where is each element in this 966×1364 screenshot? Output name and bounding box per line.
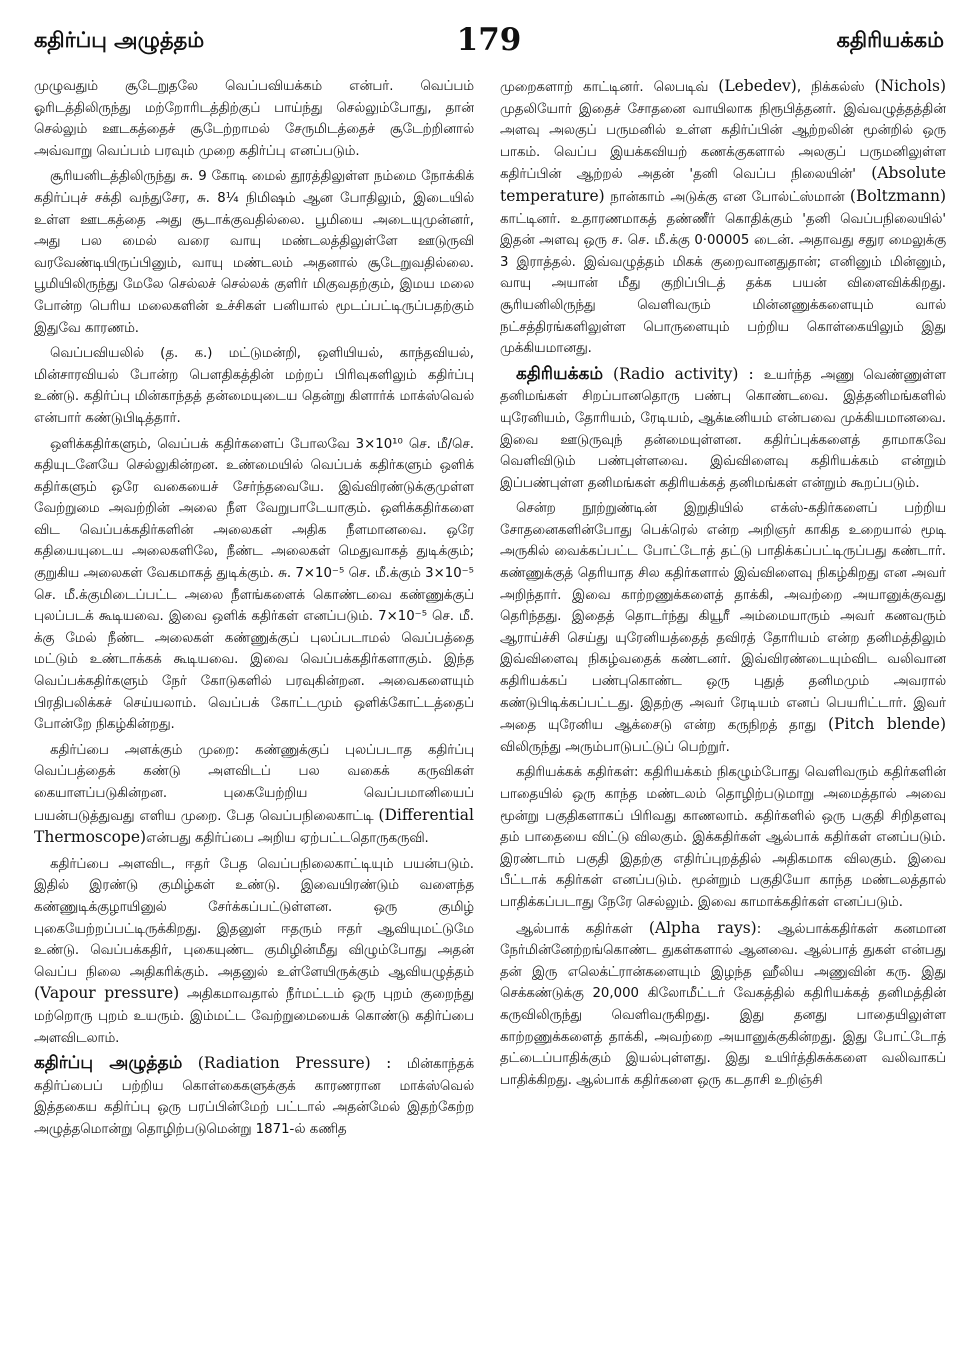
text-run: சென்ற நூற்றுண்டின் இறுதியில் எக்ஸ்-கதிர்களைப் பற்றிய சோதனைகளின்போது பெக்ரெல் என்ற அறிஞர் காகித உறையால் மூடி அருகில் வைக்கப்பட்ட போட்டோத் தட்டு பாதிக்கப்பட்டிருப்பது கண்டார். கண்ணுக்குத் தெரியாத சில கதிர்களால் இவ்விளைவு நிகழ்கிறது என அவர் அறிந்தார். இவை காற்றணுக்களைத் தாக்கி, அவற்றை அயானுக்குவது தெரிந்தது. இதைத் தொடர்ந்து கியூரீ அம்மையாரும் அவர் கணவரும் ஆராய்ச்சி செய்து யுரேனியத்தைத் தவிரத் தோரியம் என்ற தனிமத்திலும் இவ்விளைவு நிகழ்வதைக் கண்டனர். இவ்விரண்டையும்விட வலிவான கதிரியக்கப் பண்புகொண்ட ஒரு புதுத் தனிமமும் அவரால் கண்டுபிடிக்கப்பட்டது. இதற்கு அவர் ரேடியம் எனப் பெயரிட்டார். இவர் அதை யுரேனிய ஆக்சைடு என்ற கருநிறத் தாது — [500, 501, 946, 734]
paragraph — [500, 498, 946, 758]
text-run: நான்காம் அடுக்கு என போல்ட்ஸ்மான் — [604, 189, 850, 205]
page-number: 179 — [456, 22, 522, 58]
paragraph — [500, 918, 946, 1092]
latin-term: (Differential Thermoscope) — [34, 805, 474, 847]
text-run: விலிருந்து அரும்பாடுபட்டுப் பெற்றுர். — [500, 739, 730, 755]
running-head-left: கதிர்ப்பு அழுத்தம் — [34, 28, 205, 52]
text-run: மின்காந்தக் கதிர்ப்பைப் பற்றிய கொள்கைகளுக்குக் காரணரான மாக்ஸ்வெல் இத்தகைய கதிர்ப்பு ஒரு பரப்பின்மேற் பட்டால் அதன்மேல் இதற்கேற்ற அழுத்தமொன்று தொழிற்படுமென்று 1871-ல் கணித — [34, 1057, 474, 1137]
text-run: கதிர்ப்பை அளக்கும் முறை: கண்ணுக்குப் புலப்படாத கதிர்ப்பு வெப்பத்தைக் கண்டு அளவிடப் பல வகைக் கருவிகள் கையாளப்படுகின்றன. புகையேற்றிய வெப்பமானியைப் பயன்படுத்துவது எளிய முறை. பேத வெப்பநிலைகாட்டி — [34, 742, 474, 824]
right-column — [500, 76, 946, 1350]
text-run: கதிர்ப்பை அளவிட, ஈதர் பேத வெப்பநிலைகாட்டியும் பயன்படும். இதில் இரண்டு குமிழ்கள் உண்டு. இவையிரண்டும் வளைந்த கண்ணுடிக்குழாயினுல் சேர்க்கப்பட்டுள்ளன. ஒரு குமிழ் புகையேற்றப்பட்டிருக்கிறது. இதனுள் ஈதரும் ஈதர் ஆவியுமட்டுமே உண்டு. வெப்பக்கதிர், புகையுண்ட குமிழின்மீது விழும்போது அதன் வெப்ப நிலை அதிகரிக்கும். அதனுல் உள்ளேயிருக்கும் ஆவியழுத்தம் — [34, 856, 474, 980]
paragraph: சூரியனிடத்திலிருந்து சு. 9 கோடி மைல் தூரத்திலுள்ள நம்மை நோக்கிக் கதிர்ப்புச் சக்தி வந்துசேர, சு. 8¼ நிமிஷம் ஆன போதிலும், இடையில் உள்ள ஊடகத்தை அது சூடாக்குவதில்லை. பூமியை அடையுமுன்னர், அது பல மைல் வரை வாயு மண்டலத்திலுள்ளே ஊடுருவி வரவேண்டியிருப்பினும், வாயு மண்டலம் அதனால் சூடேறுவதில்லை. பூமியிலிருந்து மேலே செல்லச் செல்லக் குளிர் மிகுவதற்கும், இமய மலை போன்ற பெரிய மலைகளின் உச்சிகள் பனியால் மூடப்பட்டிருப்பதற்கும் இதுவே காரணம். — [34, 169, 474, 336]
paragraph: வெப்பவியலில் (த. க.) மட்டுமன்றி, ஒளியியல், காந்தவியல், மின்சாரவியல் போன்ற பௌதிகத்தின் மற்றப் பிரிவுகளிலும் கதிர்ப்பு உண்டு. கதிர்ப்பு மின்காந்தத் தன்மையுடைய தென்று கிளார்க் மாக்ஸ்வெல் என்பார் கண்டுபிடித்தார். — [34, 346, 474, 426]
paragraph — [34, 740, 474, 850]
paragraph — [500, 76, 946, 360]
entry-heading: கதிர்ப்பு அழுத்தம் — [34, 1053, 183, 1074]
text-run: : ஆல்பாக்கதிர்கள் கனமான நேர்மின்னேற்றங்கொண்ட துகள்களால் ஆனவை. ஆல்பாத் துகள் என்பது தன் இரு எலெக்ட்ரான்களையும் இழந்த ஹீலிய அணுவின் கரு. இது செக்கண்டுக்கு 20,000 கிலோமீட்டர் வேகத்தில் கதிரியக்கத் தனிமத்தின் கருவிலிருந்து வெளிவருகிறது. இது தனது பாதையிலுள்ள காற்றணுக்களைத் தாக்கி, அவற்றை அயானுக்குகின்றது. இது போட்டோத் தட்டைப்பாதிக்கும் இயல்புள்ளது. இது உயிர்த்திசுக்களை வலிவாகப் பாதிக்கிறது. ஆல்பாக் கதிர்களை ஒரு கடதாசி உறிஞ்சி — [500, 921, 946, 1088]
latin-term: (Vapour pressure) — [34, 984, 180, 1003]
text-run: உயர்ந்த அணு வெண்ணுள்ள தனிமங்கள் சிறப்பானதொரு பண்பு கொண்டவை. இத்தனிமங்களில் யுரேனியம், தோரியம், ரேடியம், ஆக்டீனியம் என்பவை முக்கியமானவை. இவை ஊடுருவுந் தன்மையுள்ளன. கதிர்ப்புக்களைத் தாமாகவே வெளிவிடும் பண்புள்ளவை. இவ்விளைவு கதிரியக்கம் என்றும் இப்பண்புள்ள தனிமங்கள் கதிரியக்கத் தனிமங்கள் என்றும் கூறப்படும். — [500, 367, 946, 491]
text-run: என்பது கதிர்ப்பை அறிய ஏற்பட்டதொருகருவி. — [146, 831, 429, 847]
text-run: முதலியோர் இதைச் சோதனை வாயிலாக நிரூபித்தனர். இவ்வழுத்தத்தின் அளவு அலகுப் பருமனில் உள்ள கதிர்ப்பின் ஆற்றலின் மூன்றில் ஒரு பாகம். வெப்ப இயக்கவியற் கணக்குகளால் அலகுப் பருமனிலுள்ள கதிர்ப்பின் ஆற்றல் அதன் 'தனி வெப்ப நிலையின்' — [500, 101, 946, 183]
entry-radio-activity — [500, 364, 946, 495]
paragraph: ஒளிக்கதிர்களும், வெப்பக் கதிர்களைப் போலவே 3×10¹⁰ செ. மீ/செ. கதியுடனேயே செல்லுகின்றன. உண்மையில் வெப்பக் கதிர்களும் ஒளிக் கதிர்களும் ஒரே வகையைச் சேர்ந்தவையே. இவ்விரண்டுக்குமுள்ள வேற்றுமை அவற்றின் அலை நீள வேறுபாடேயாகும். ஒளிக்கதிர்களை விட வெப்பக்கதிர்களின் அலைகள் அதிக நீளமானவை. ஒரே கதியையுடைய அலைகளிலே, நீண்ட அலைகள் மெதுவாகத் துடிக்கும்; குறுகிய அலைகள் வேகமாகத் துடிக்கும். சு. 7×10⁻⁵ செ. மீ.க்கும் 3×10⁻⁵ செ. மீ.க்குமிடைப்பட்ட அலை நீளங்களைக் கொண்டவை கண்ணுக்குப் புலப்படக் கூடியவை. இவை ஒளிக் கதிர்கள் எனப்படும். 7×10⁻⁵ செ. மீ. க்கு மேல் நீண்ட அலைகள் கண்ணுக்குப் புலப்படாமல் வெப்பத்தை மட்டும் உண்டாக்கக் கூடியவை. இவை வெப்பக்கதிர்களாகும். இந்த வெப்பக்கதிர்களும் நேர் கோடுகளில் பரவுகின்றன. அவைகளையும் பிரதிபலிக்கச் செய்யலாம். வெப்பக் கோட்டமும் ஒளிக்கோட்டத்தைப் போன்றே நிகழ்கின்றது. — [34, 436, 474, 733]
latin-term: (Radio activity) : — [603, 364, 764, 383]
text-run: முறைகளாற் காட்டினர். லெபடிவ் — [500, 80, 719, 95]
paragraph: கதிரியக்கக் கதிர்கள்: கதிரியக்கம் நிகழும்போது வெளிவரும் கதிர்களின் பாதையில் ஒரு காந்த மண்டலம் தொழிற்படுமாறு அமைத்தால் அவை மூன்று பகுதிகளாகப் பிரிவது காணலாம். கதிர்களில் ஒரு பகுதி சிறிதளவு தம் பாதையை விட்டு விலகும். இக்கதிர்கள் ஆல்பாக் கதிர்கள் எனப்படும். இரண்டாம் பகுதி இதற்கு எதிர்ப்புறத்தில் அதிகமாக விலகும். இவை பீட்டாக் கதிர்கள் எனப்படும். மூன்றும் பகுதியோ காந்த மண்டலத்தால் பாதிக்கப்படாது நேரே செல்லும். இவை காமாக்கதிர்கள் எனப்படும். — [500, 765, 946, 910]
latin-term: (Boltzmann) — [849, 186, 946, 205]
entry-heading: கதிரியக்கம் — [516, 363, 604, 384]
text-run: ஆல்பாக் கதிர்கள் — [516, 921, 649, 937]
latin-term: (Lebedev) — [718, 77, 797, 95]
paragraph — [34, 854, 474, 1049]
paragraph: முழுவதும் சூடேறுதலே வெப்பவியக்கம் என்பர். வெப்பம் ஓரிடத்திலிருந்து மற்றோரிடத்திற்குப் பாய்ந்து செல்லும்போது, தான் செல்லும் ஊடகத்தைச் சூடேற்றாமல் சேருமிடத்தைச் சூடேற்றினால் அவ்வாறு வெப்பம் பரவும் முறை கதிர்ப்பு எனப்படும். — [34, 79, 474, 159]
text-run: , நிக்கல்ஸ் — [796, 80, 875, 95]
running-head-right: கதிரியக்கம் — [836, 28, 944, 52]
left-column — [34, 76, 474, 1350]
text-run: அதிகமாவதால் நீர்மட்டம் ஒரு புறம் குறைந்து மற்றொரு புறம் உயரும். இம்மட்ட வேற்றுமையைக் கொண்டு கதிர்ப்பை அளவிடலாம். — [34, 987, 474, 1046]
page-header — [34, 22, 944, 62]
latin-term: (Alpha rays) — [648, 918, 757, 937]
latin-term: (Nichols) — [874, 77, 946, 95]
latin-term: (Pitch blende) — [828, 715, 946, 734]
entry-radiation-pressure — [34, 1053, 474, 1140]
text-run: காட்டினர். உதாரணமாகத் தண்ணீர் கொதிக்கும் 'தனி வெப்பநிலையில்' இதன் அளவு ஒரு ச. செ. மீ.க்கு 0·00005 டைன். அதாவது சதுர மைலுக்கு 3 இராத்தல். இவ்வழுத்தம் மிகக் குறைவானதுதான்; எனினும் மின்னும், வாயு அயான் மீது குறிப்பிடத் தக்க பயன் விளைவிக்கிறது. சூரியனிலிருந்து வெளிவரும் மின்னணுக்களையும் வால் நட்சத்திரங்களிலுள்ள பொருளையும் பற்றிய கொள்கையிலும் இது முக்கியமானது. — [500, 211, 946, 357]
latin-term: (Absolute temperature) — [500, 164, 946, 205]
latin-term: (Radiation Pressure) : — [182, 1054, 407, 1073]
